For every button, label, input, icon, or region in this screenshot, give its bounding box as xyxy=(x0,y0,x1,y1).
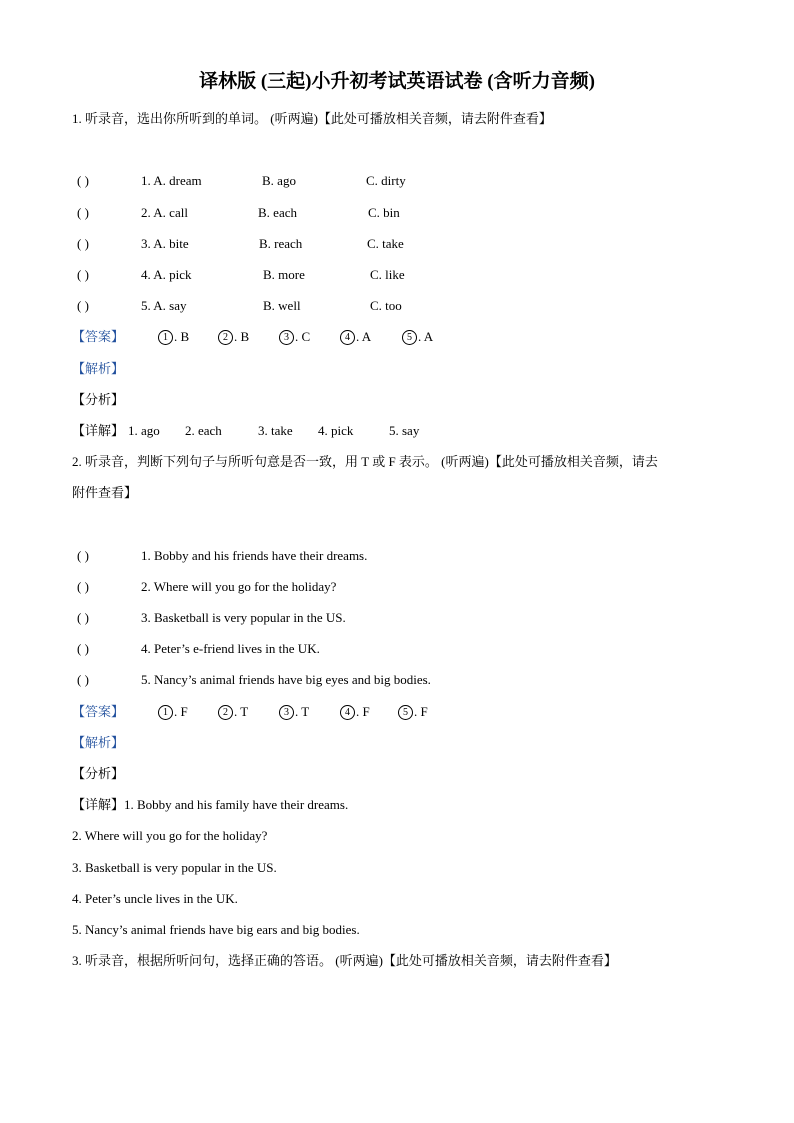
answer-blank: ( ) xyxy=(77,298,89,313)
answer-value: . F xyxy=(356,704,370,719)
detail-label: 【详解】 xyxy=(72,423,125,438)
option-c: C. take xyxy=(367,236,404,251)
detail-row xyxy=(72,797,348,813)
answer-item xyxy=(279,329,310,345)
answer-blank: ( ) xyxy=(77,641,89,656)
option-a: 1. A. dream xyxy=(141,173,202,188)
answer-value: . F xyxy=(414,704,428,719)
detail-item: 1. Bobby and his family have their dreams. xyxy=(124,797,349,812)
jiexi-label: 【解析】 xyxy=(72,735,125,750)
answer-item xyxy=(402,329,433,345)
circled-number-3: 3 xyxy=(279,330,294,345)
detail-label: 【详解】 xyxy=(72,797,125,812)
question-2-prompt: 2. 听录音，判断下列句子与所听句意是否一致，用 T 或 F 表示。 (听两遍)【此处可播放相关音频，请去 xyxy=(72,454,658,469)
circled-number-2: 2 xyxy=(218,330,233,345)
answer-label: 【答案】 xyxy=(72,329,125,344)
option-b: B. reach xyxy=(259,236,303,251)
option-c: C. too xyxy=(370,298,402,313)
option-a: 5. A. say xyxy=(141,298,187,313)
statement: 3. Basketball is very popular in the US. xyxy=(141,610,346,625)
option-b: B. well xyxy=(263,298,301,313)
detail-item: 4. Peter’s uncle lives in the UK. xyxy=(72,891,238,906)
answer-blank: ( ) xyxy=(77,548,89,563)
answer-blank: ( ) xyxy=(77,672,89,687)
question-1-prompt: 1. 听录音，选出你所听到的单词。 (听两遍)【此处可播放相关音频，请去附件查看】 xyxy=(72,111,552,126)
answer-blank: ( ) xyxy=(77,173,89,188)
option-b: B. each xyxy=(258,205,297,220)
question-3-prompt: 3. 听录音，根据所听问句，选择正确的答语。 (听两遍)【此处可播放相关音频，请去附件查看】 xyxy=(72,953,617,968)
fenxi-label: 【分析】 xyxy=(72,392,125,407)
answer-value: . B xyxy=(174,329,190,344)
circled-number-4: 4 xyxy=(340,705,355,720)
answer-value: . C xyxy=(295,329,311,344)
answer-label: 【答案】 xyxy=(72,704,125,719)
page-title: 译林版 (三起)小升初考试英语试卷 (含听力音频) xyxy=(199,71,595,92)
option-b: B. more xyxy=(263,267,305,282)
circled-number-1: 1 xyxy=(158,330,173,345)
answer-value: . A xyxy=(418,329,434,344)
option-a: 3. A. bite xyxy=(141,236,189,251)
answer-item xyxy=(218,329,249,345)
answer-blank: ( ) xyxy=(77,579,89,594)
detail-item: 1. ago xyxy=(128,423,160,438)
answer-item xyxy=(340,329,371,345)
answer-item xyxy=(158,329,189,345)
answer-value: . B xyxy=(234,329,250,344)
answer-value: . T xyxy=(234,704,249,719)
option-b: B. ago xyxy=(262,173,296,188)
detail-item: 3. take xyxy=(258,423,293,438)
statement: 2. Where will you go for the holiday? xyxy=(141,579,337,594)
answer-blank: ( ) xyxy=(77,267,89,282)
answer-blank: ( ) xyxy=(77,205,89,220)
statement: 5. Nancy’s animal friends have big eyes and big bodies. xyxy=(141,672,431,687)
option-a: 2. A. call xyxy=(141,205,188,220)
fenxi-label: 【分析】 xyxy=(72,766,125,781)
detail-item: 2. each xyxy=(185,423,222,438)
answer-blank: ( ) xyxy=(77,610,89,625)
circled-number-4: 4 xyxy=(340,330,355,345)
question-2-prompt-cont: 附件查看】 xyxy=(72,485,138,500)
circled-number-3: 3 xyxy=(279,705,294,720)
answer-value: . A xyxy=(356,329,372,344)
detail-item: 5. Nancy’s animal friends have big ears and big bodies. xyxy=(72,922,360,937)
circled-number-1: 1 xyxy=(158,705,173,720)
answer-value: . F xyxy=(174,704,188,719)
detail-item: 5. say xyxy=(389,423,420,438)
detail-item: 2. Where will you go for the holiday? xyxy=(72,828,268,843)
circled-number-5: 5 xyxy=(402,330,417,345)
option-c: C. bin xyxy=(368,205,400,220)
answer-item xyxy=(340,704,370,720)
statement: 4. Peter’s e-friend lives in the UK. xyxy=(141,641,320,656)
jiexi-label: 【解析】 xyxy=(72,361,125,376)
statement: 1. Bobby and his friends have their dreams. xyxy=(141,548,368,563)
answer-blank: ( ) xyxy=(77,236,89,251)
answer-item xyxy=(279,704,309,720)
answer-item xyxy=(218,704,248,720)
circled-number-5: 5 xyxy=(398,705,413,720)
detail-item: 4. pick xyxy=(318,423,354,438)
detail-item: 3. Basketball is very popular in the US. xyxy=(72,860,277,875)
option-c: C. dirty xyxy=(366,173,406,188)
answer-item xyxy=(398,704,428,720)
option-a: 4. A. pick xyxy=(141,267,192,282)
answer-value: . T xyxy=(295,704,310,719)
answer-item xyxy=(158,704,188,720)
circled-number-2: 2 xyxy=(218,705,233,720)
option-c: C. like xyxy=(370,267,405,282)
